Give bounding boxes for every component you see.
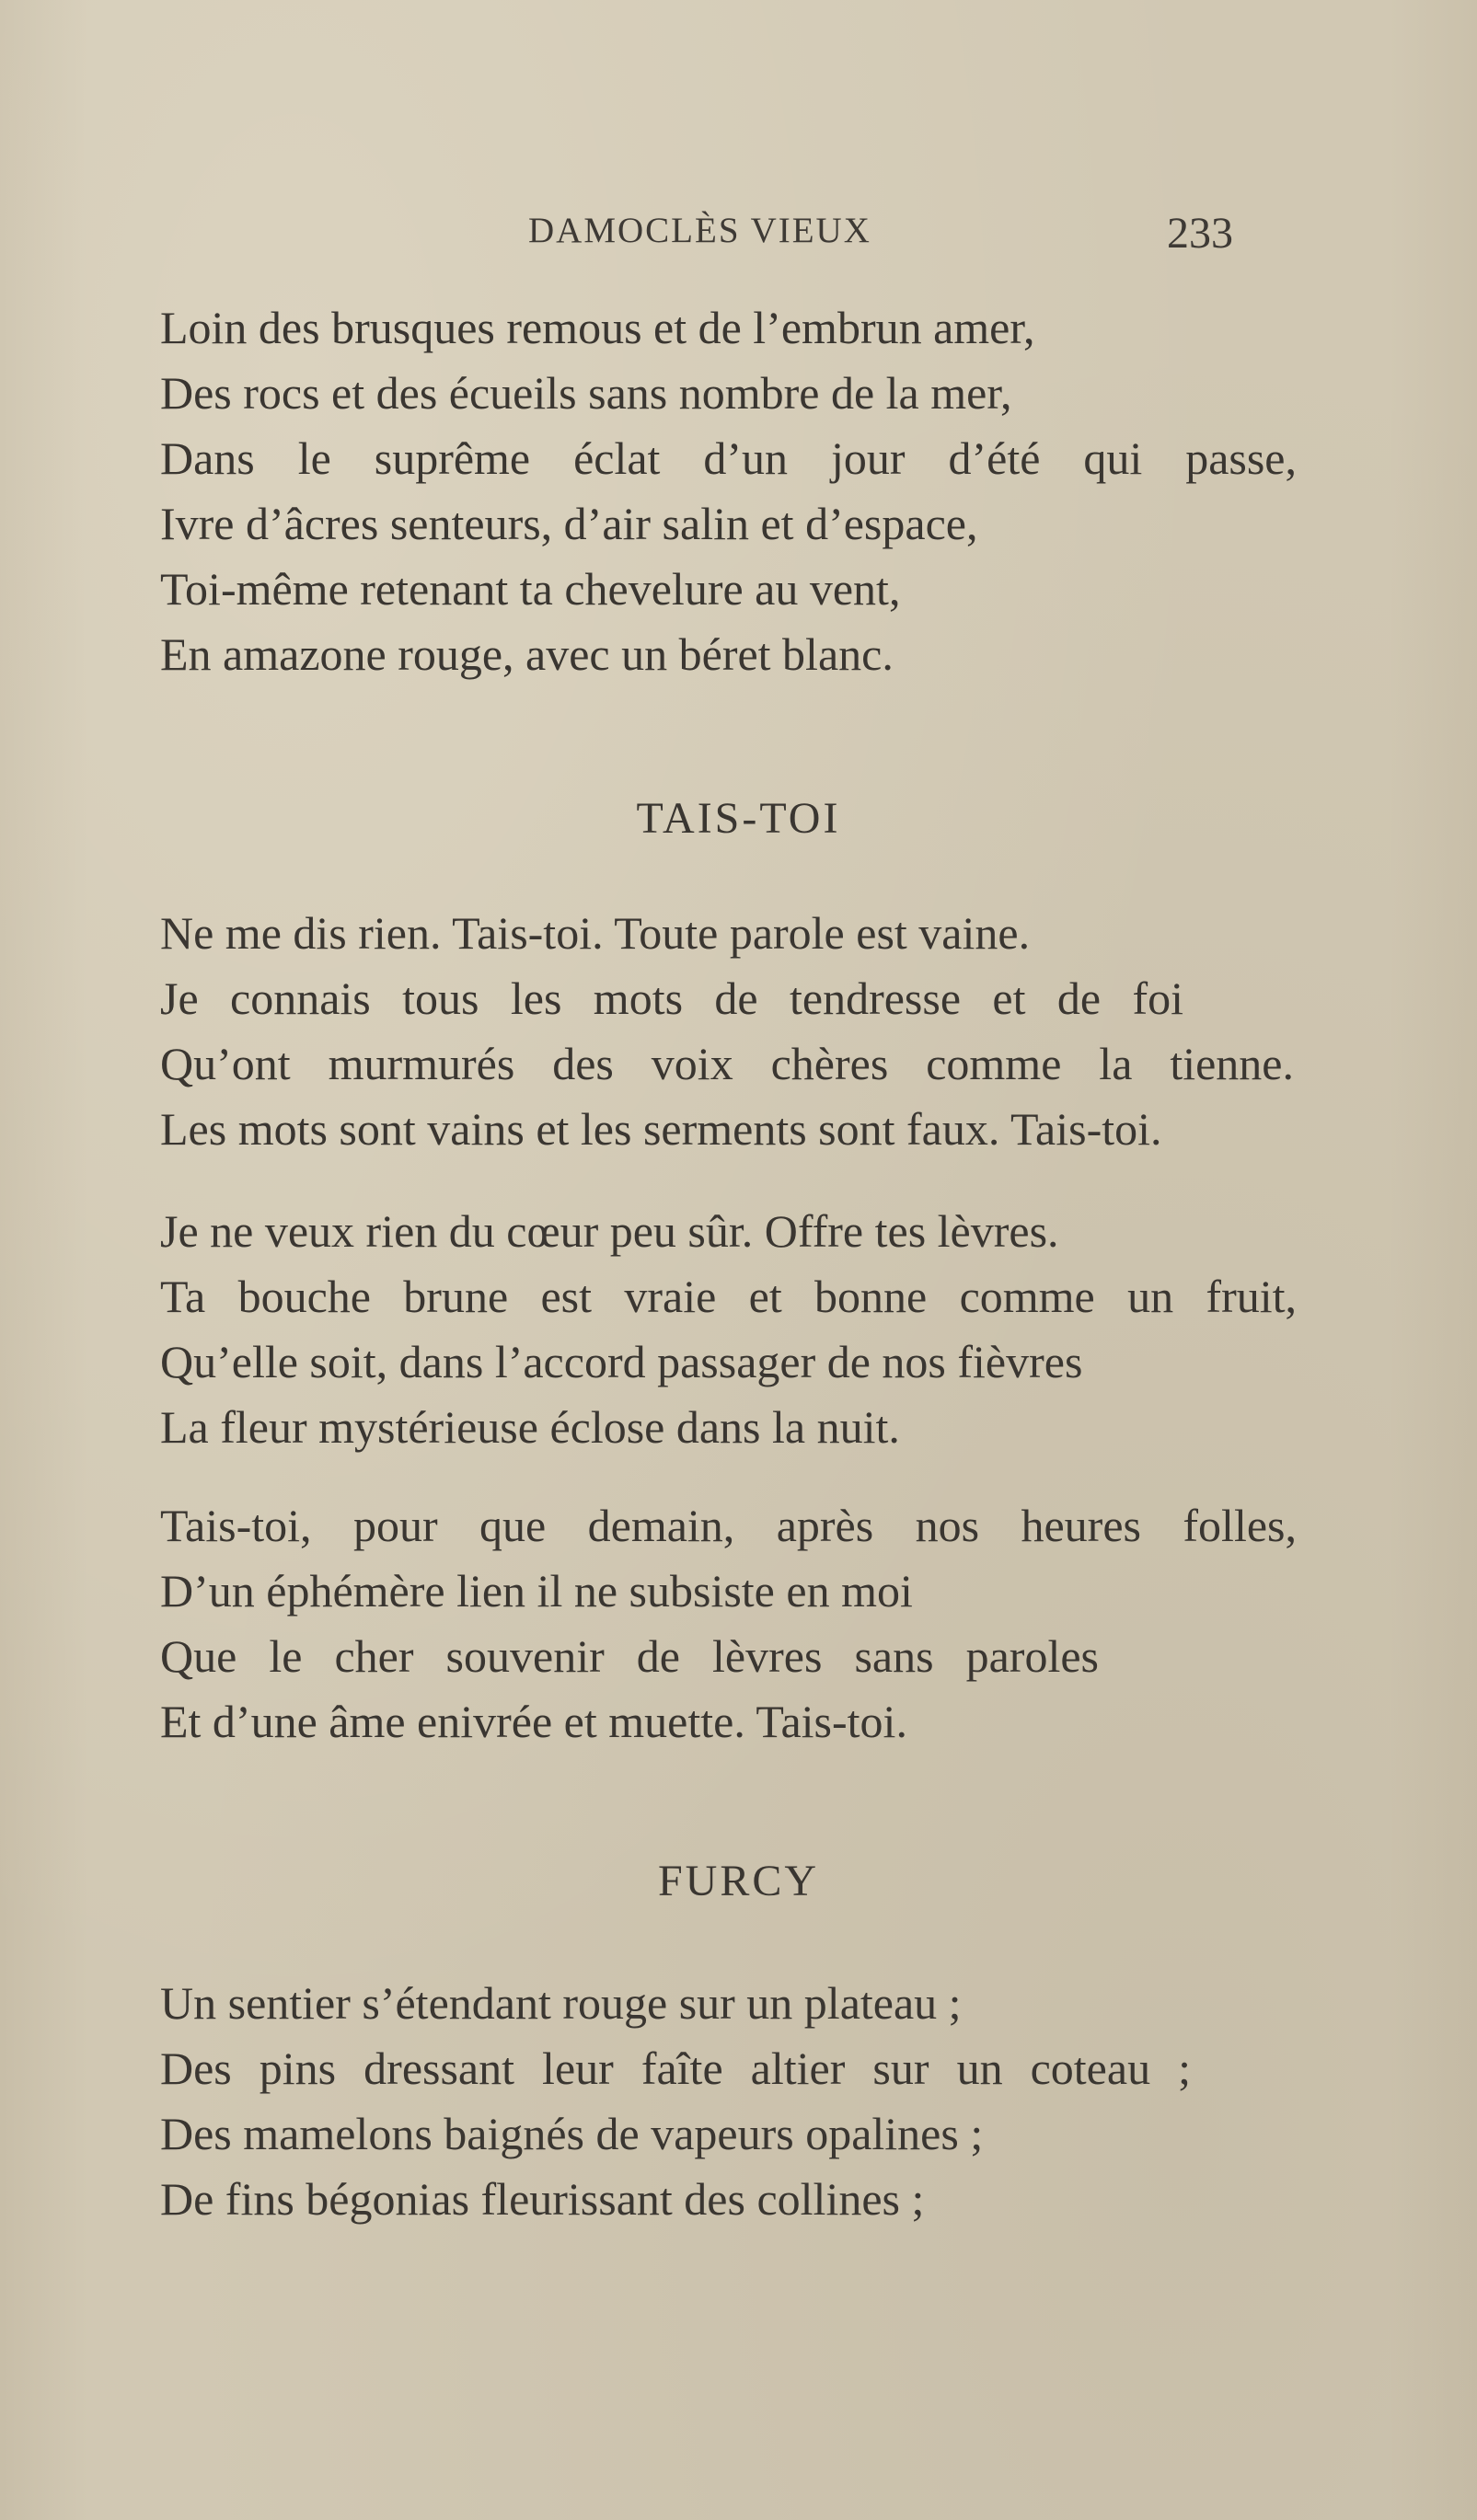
verse-line: La fleur mystérieuse éclose dans la nuit.: [160, 1401, 900, 1453]
verse-line: Et d’une âme enivrée et muette. Tais-toi.: [160, 1696, 907, 1747]
verse-line: Ne me dis rien. Tais-toi. Toute parole est vaine.: [160, 907, 1031, 959]
poem-title-tais-toi: TAIS-TOI: [636, 794, 841, 843]
verse-line: De fins bégonias fleurissant des collines ;: [160, 2173, 925, 2225]
running-title: DAMOCLÈS VIEUX: [528, 211, 871, 250]
verse-line: Qu’elle soit, dans l’accord passager de nos fièvres: [160, 1336, 1083, 1387]
verse-line: Ivre d’âcres senteurs, d’air salin et d’espace,: [160, 498, 978, 549]
verse-line: Ta bouche brune est vraie et bonne comme un fruit,: [160, 1271, 1297, 1322]
verse-line: D’un éphémère lien il ne subsiste en moi: [160, 1565, 913, 1617]
verse-line: Des rocs et des écueils sans nombre de la mer,: [160, 367, 1012, 419]
verse-line: En amazone rouge, avec un béret blanc.: [160, 628, 894, 680]
verse-line: Je connais tous les mots de tendresse et de foi: [160, 972, 1183, 1024]
verse-line: Un sentier s’étendant rouge sur un plateau ;: [160, 1977, 962, 2029]
verse-line: Des mamelons baignés de vapeurs opalines ;: [160, 2108, 984, 2159]
page-number: 233: [1167, 209, 1233, 258]
verse-line: Je ne veux rien du cœur peu sûr. Offre tes lèvres.: [160, 1205, 1059, 1257]
running-head: [0, 210, 1477, 265]
poem-title-furcy: FURCY: [657, 1857, 820, 1905]
verse-line: Que le cher souvenir de lèvres sans paroles: [160, 1630, 1099, 1682]
verse-line: Dans le suprême éclat d’un jour d’été qui passe,: [160, 432, 1297, 484]
verse-line: Toi-même retenant ta chevelure au vent,: [160, 563, 901, 615]
verse-line: Tais-toi, pour que demain, après nos heures folles,: [160, 1500, 1297, 1551]
poem1-stanza-2: [160, 1199, 1356, 1460]
poem1-stanza-1: [160, 901, 1356, 1162]
poem1-stanza-3: [160, 1493, 1356, 1755]
verse-line: Les mots sont vains et les serments sont faux. Tais-toi.: [160, 1103, 1162, 1155]
intro-stanza: [160, 295, 1356, 687]
poem2-stanza-1: [160, 1971, 1356, 2232]
verse-line: Loin des brusques remous et de l’embrun amer,: [160, 302, 1035, 353]
verse-line: Qu’ont murmurés des voix chères comme la tienne.: [160, 1038, 1294, 1089]
verse-line: Des pins dressant leur faîte altier sur un coteau ;: [160, 2042, 1191, 2094]
